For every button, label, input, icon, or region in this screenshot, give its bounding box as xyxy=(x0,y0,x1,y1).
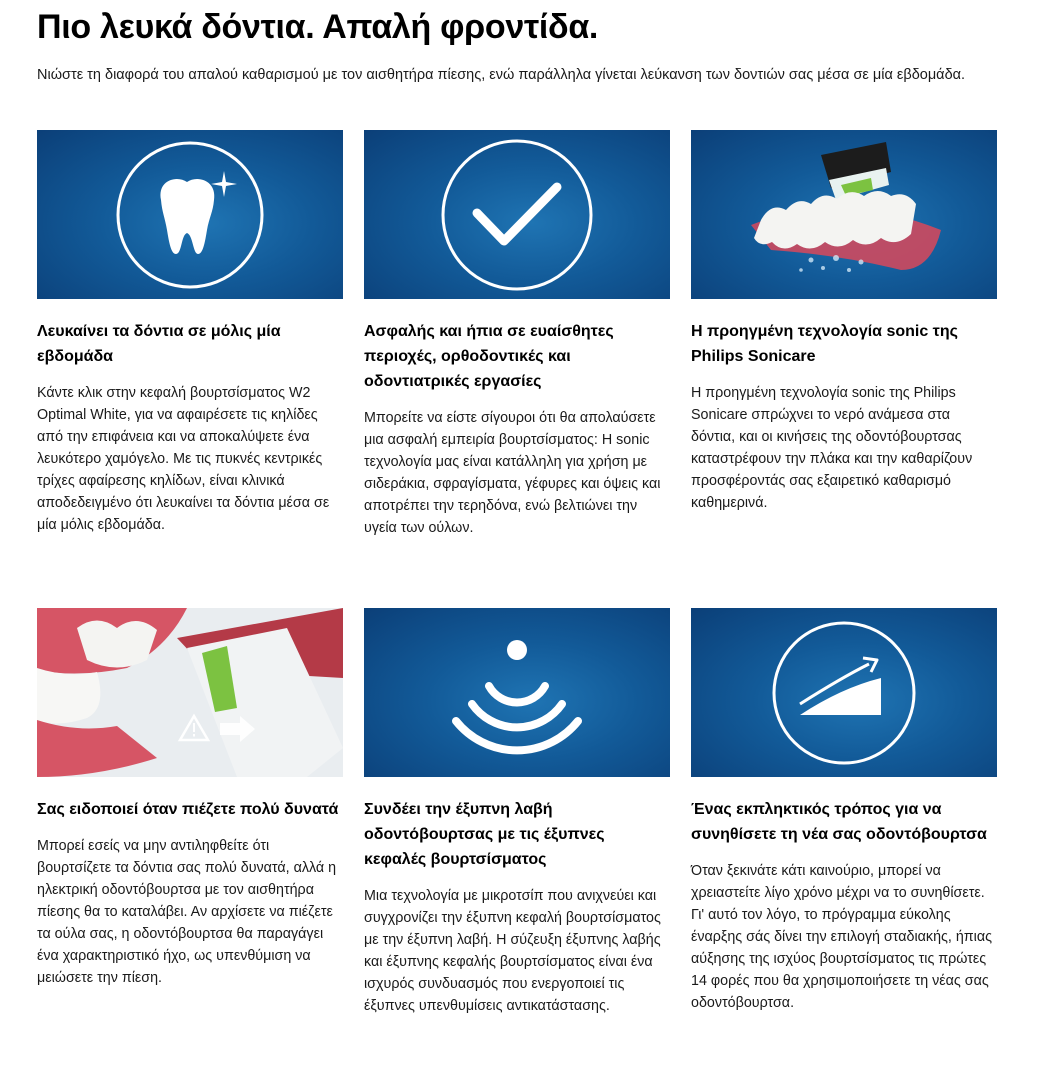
page-subtitle: Νιώστε τη διαφορά του απαλού καθαρισμού με τον αισθητήρα πίεσης, ενώ παράλληλα γίνεται λεύκανση των δοντιών σας μέσα σε μία εβδομάδα. xyxy=(37,67,966,83)
feature-card-pressure xyxy=(37,608,343,989)
feature-card-sonic xyxy=(691,130,997,514)
feature-image xyxy=(37,130,343,299)
sonic-brush-teeth-illustration xyxy=(691,130,997,299)
feature-heading: Σας ειδοποιεί όταν πιέζετε πολύ δυνατά xyxy=(37,801,339,818)
feature-card-smart-sync xyxy=(364,608,670,1017)
feature-heading: Ένας εκπληκτικός τρόπος για να συνηθίσετε τη νέα σας οδοντόβουρτσα xyxy=(691,801,987,843)
feature-description: Μια τεχνολογία με μικροτσίπ που ανιχνεύει και συγχρονίζει την έξυπνη κεφαλή βουρτσίσματος με την έξυπνη λαβή. Η σύζευξη έξυπνης λαβής και έξυπνης κεφαλής βουρτσίσματος είναι ένα ισχυρός συνδυασμός που ενεργοποιεί τις έξυπνες υπενθυμίσεις αντικατάστασης. xyxy=(364,888,661,1014)
feature-description: Μπορεί εσείς να μην αντιληφθείτε ότι βουρτσίζετε τα δόντια σας πολύ δυνατά, αλλά η ηλεκτρική οδοντόβουρτσα με τον αισθητήρα πίεσης θα το καταλάβει. Αν αρχίσετε να πιέζετε τα ούλα σας, η οδοντόβουρτσα θα παραγάγει ένα χαρακτηριστικό ήχο, ως υπενθύμιση να μειώσετε την πίεση. xyxy=(37,838,337,986)
feature-heading: Λευκαίνει τα δόντια σε μόλις μία εβδομάδα xyxy=(37,323,281,365)
feature-image xyxy=(37,608,343,777)
feature-heading: Συνδέει την έξυπνη λαβή οδοντόβουρτσας με τις έξυπνες κεφαλές βουρτσίσματος xyxy=(364,801,605,868)
feature-card-safe xyxy=(364,130,670,539)
page-title: Πιο λευκά δόντια. Απαλή φροντίδα. xyxy=(37,8,599,46)
feature-description: Μπορείτε να είστε σίγουροι ότι θα απολαύσετε μια ασφαλή εμπειρία βουρτσίσματος: Η sonic τεχνολογία μας είναι κατάλληλη για χρήση με σιδεράκια, σφραγίσματα, γέφυρες και όψεις και αποτρέπει την τερηδόνα, ενώ βελτιώνει την υγεία των ούλων. xyxy=(364,410,661,536)
feature-description: Όταν ξεκινάτε κάτι καινούριο, μπορεί να χρειαστείτε λίγο χρόνο μέχρι να το συνηθίσετε. Γι' αυτό τον λόγο, το πρόγραμμα εύκολης έναρξης σάς δίνει την επιλογή σταδιακής, ήπιας αύξησης της ισχύος βουρτσίσματος τις πρώτες 14 φορές που θα χρησιμοποιήσετε τη νέας σας οδοντόβουρτσα. xyxy=(691,863,992,1011)
feature-heading: Η προηγμένη τεχνολογία sonic της Philips Sonicare xyxy=(691,323,958,365)
feature-card-whitening xyxy=(37,130,343,536)
feature-image xyxy=(691,130,997,299)
feature-image xyxy=(691,608,997,777)
whitening-tooth-icon xyxy=(37,130,343,299)
feature-heading: Ασφαλής και ήπια σε ευαίσθητες περιοχές, ορθοδοντικές και οδοντιατρικές εργασίες xyxy=(364,323,614,390)
feature-image xyxy=(364,608,670,777)
feature-card-easy-start xyxy=(691,608,997,1014)
feature-description: Κάντε κλικ στην κεφαλή βουρτσίσματος W2 Optimal White, για να αφαιρέσετε τις κηλίδες από την επιφάνεια και να αποκαλύψετε ένα λευκότερο χαμόγελο. Με τις πυκνές κεντρικές τρίχες αφαίρεσης κηλίδων, είναι κλινικά αποδεδειγμένο ότι λευκαίνει τα δόντια μέσα σε μία μόλις εβδομάδα. xyxy=(37,385,330,533)
checkmark-icon xyxy=(364,130,670,299)
rising-intensity-arrow-icon xyxy=(691,608,997,777)
pressure-warning-illustration xyxy=(37,608,343,777)
feature-description: Η προηγμένη τεχνολογία sonic της Philips Sonicare σπρώχνει το νερό ανάμεσα στα δόντια, και οι κινήσεις της οδοντόβουρτσας καταστρέφουν την πλάκα και την καθαρίζουν προσφέροντάς σας εξαιρετικό καθαρισμό καθημερινά. xyxy=(691,385,973,511)
feature-image xyxy=(364,130,670,299)
smart-sync-signal-icon xyxy=(364,608,670,777)
